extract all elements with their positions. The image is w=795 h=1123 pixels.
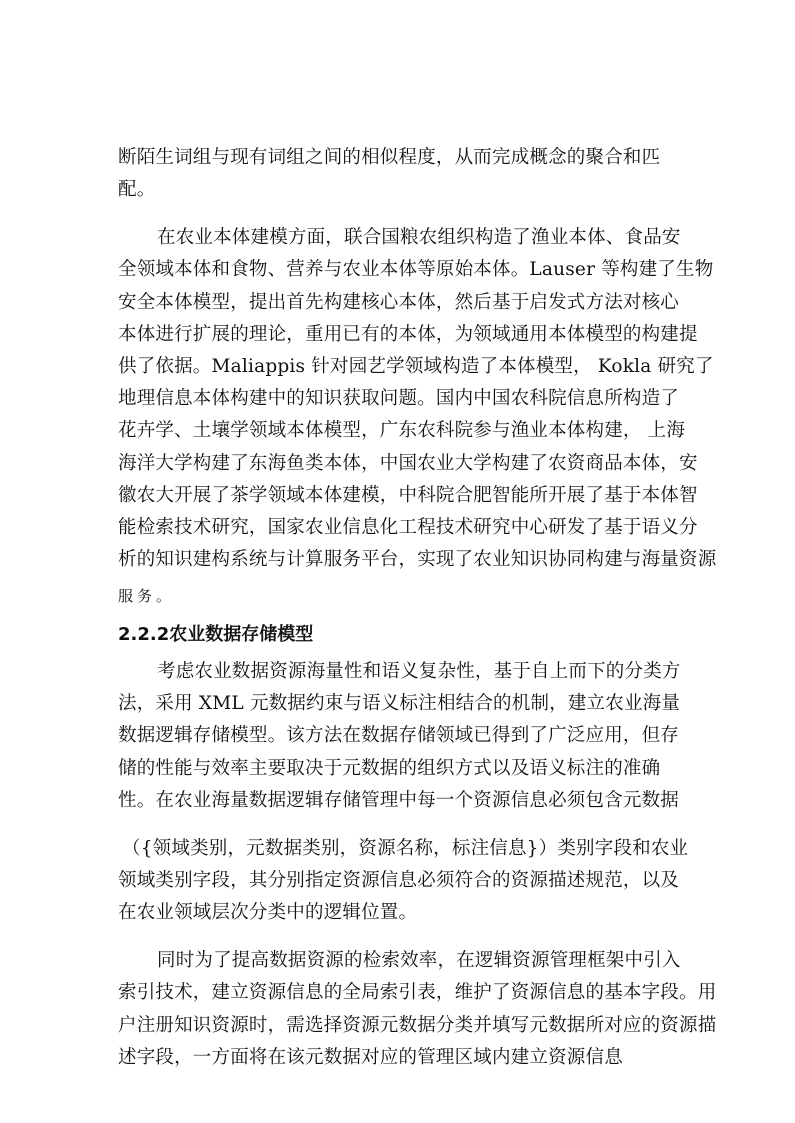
- text-line: 供了依据。Maliappis 针对园艺学领域构造了本体模型， Kokla 研究了: [118, 356, 714, 377]
- text-line: 服务。: [118, 587, 176, 605]
- text-line: 同时为了提高数据资源的检索效率，在逻辑资源管理框架中引入: [157, 950, 681, 971]
- text-line: （{领域类别，元数据类别，资源名称，标注信息}）类别字段和农业: [122, 838, 689, 859]
- text-line: 述字段，一方面将在该元数据对应的管理区域内建立资源信息: [118, 1047, 623, 1068]
- text-line: 户注册知识资源时，需选择资源元数据分类并填写元数据所对应的资源描: [118, 1015, 717, 1036]
- text-line: 地理信息本体构建中的知识获取问题。国内中国农科院信息所构造了: [118, 388, 680, 409]
- text-line: 考虑农业数据资源海量性和语义复杂性，基于自上而下的分类方: [157, 661, 681, 682]
- text-line: 花卉学、土壤学领域本体模型，广东农科院参与渔业本体构建， 上海: [118, 420, 686, 441]
- text-line: 性。在农业海量数据逻辑存储管理中每一个资源信息必须包含元数据: [118, 790, 680, 811]
- section-heading: 2.2.2农业数据存储模型: [118, 624, 314, 645]
- text-line: 安全本体模型，提出首先构建核心本体，然后基于启发式方法对核心: [118, 292, 680, 313]
- text-line: 全领域本体和食物、营养与农业本体等原始本体。Lauser 等构建了生物: [118, 259, 714, 280]
- text-line: 在农业本体建模方面，联合国粮农组织构造了渔业本体、食品安: [157, 227, 681, 248]
- text-line: 法，采用 XML 元数据约束与语义标注相结合的机制，建立农业海量: [118, 693, 681, 714]
- text-line: 领域类别字段，其分别指定资源信息必须符合的资源描述规范，以及: [118, 870, 680, 891]
- text-line: 能检索技术研究，国家农业信息化工程技术研究中心研发了基于语义分: [118, 517, 698, 538]
- text-line: 析的知识建构系统与计算服务平台，实现了农业知识协同构建与海量资源: [118, 549, 717, 570]
- text-line: 本体进行扩展的理论，重用已有的本体，为领域通用本体模型的构建提: [118, 324, 698, 345]
- text-line: 断陌生词组与现有词组之间的相似程度，从而完成概念的聚合和匹: [118, 147, 661, 168]
- text-line: 数据逻辑存储模型。该方法在数据存储领域已得到了广泛应用，但存: [118, 725, 680, 746]
- text-line: 索引技术，建立资源信息的全局索引表，维护了资源信息的基本字段。用: [118, 982, 717, 1003]
- text-line: 在农业领域层次分类中的逻辑位置。: [118, 902, 418, 923]
- text-line: 配。: [118, 179, 156, 200]
- text-line: 储的性能与效率主要取决于元数据的组织方式以及语义标注的准确: [118, 758, 661, 779]
- text-line: 海洋大学构建了东海鱼类本体，中国农业大学构建了农资商品本体，安: [118, 453, 698, 474]
- text-line: 徽农大开展了茶学领域本体建模，中科院合肥智能所开展了基于本体智: [118, 485, 698, 506]
